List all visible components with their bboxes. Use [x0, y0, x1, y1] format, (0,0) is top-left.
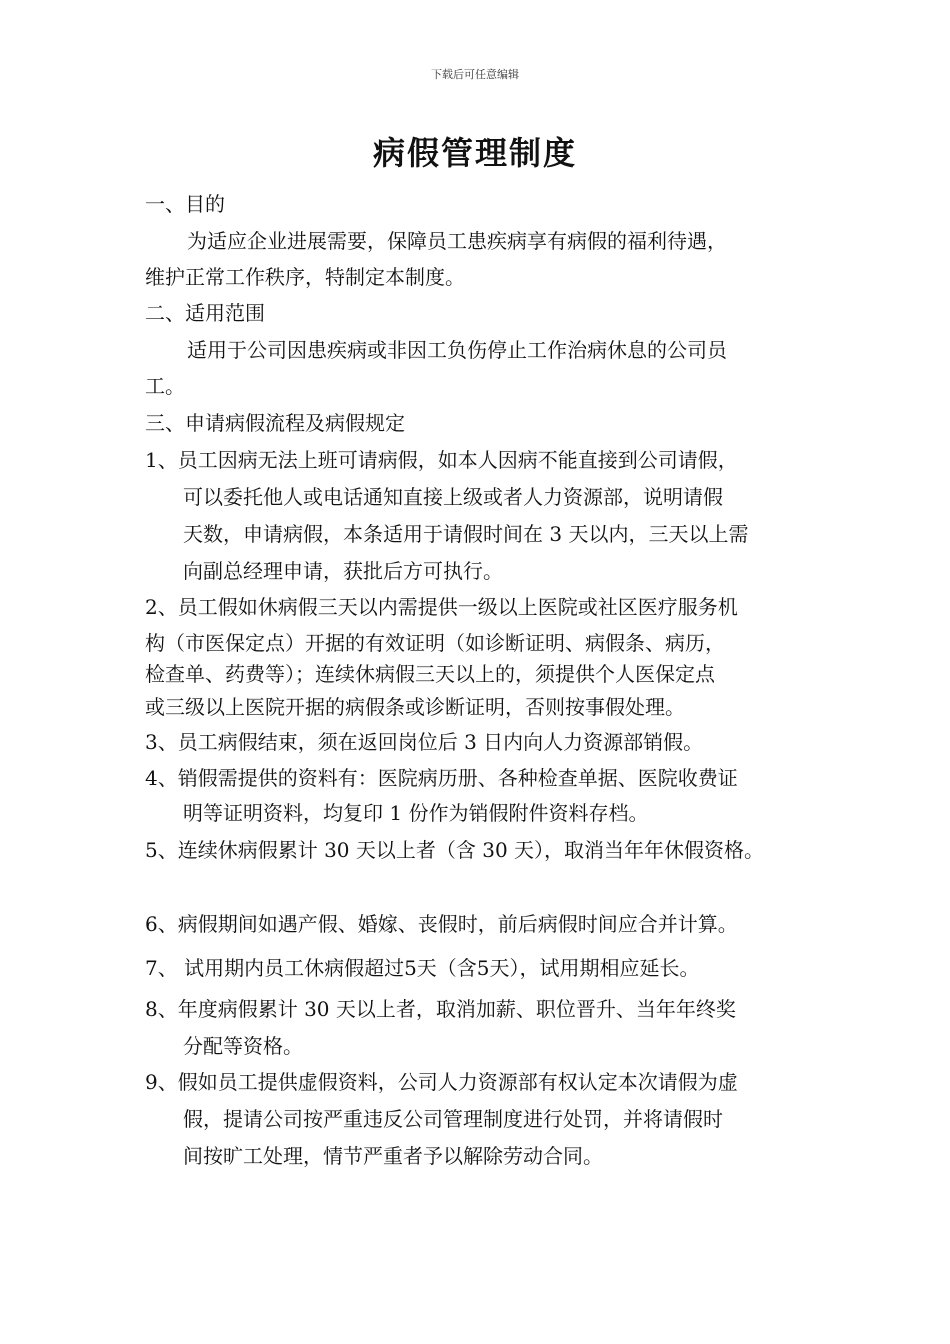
list-item-7: 7、 试用期内员工休病假超过5天（含5天），试用期相应延长。	[145, 956, 700, 980]
list-item-8-line: 分配等资格。	[183, 1034, 303, 1058]
list-item-5: 5、连续休病假累计 30 天以上者（含 30 天），取消当年年休假资格。	[145, 838, 765, 862]
list-item-1-line: 向副总经理申请，获批后方可执行。	[183, 559, 503, 583]
list-item-9-line: 间按旷工处理，情节严重者予以解除劳动合同。	[183, 1144, 603, 1168]
paragraph-line: 为适应企业进展需要，保障员工患疾病享有病假的福利待遇，	[187, 229, 727, 253]
paragraph-line: 适用于公司因患疾病或非因工负伤停止工作治病休息的公司员	[187, 338, 727, 362]
paragraph-line: 工。	[145, 374, 185, 398]
list-item-2-line: 构（市医保定点）开据的有效证明（如诊断证明、病假条、病历，	[145, 631, 725, 655]
list-item-8: 8、年度病假累计 30 天以上者，取消加薪、职位晋升、当年年终奖	[145, 997, 736, 1021]
paragraph-line: 维护正常工作秩序，特制定本制度。	[145, 265, 465, 289]
section-heading-purpose: 一、目的	[145, 192, 225, 216]
list-item-1-line: 可以委托他人或电话通知直接上级或者人力资源部，说明请假	[183, 485, 723, 509]
header-note: 下载后可任意编辑	[431, 68, 519, 81]
list-item-2-line: 或三级以上医院开据的病假条或诊断证明，否则按事假处理。	[145, 695, 685, 719]
list-item-9-line: 假，提请公司按严重违反公司管理制度进行处罚，并将请假时	[183, 1107, 723, 1131]
list-item-6: 6、病假期间如遇产假、婚嫁、丧假时，前后病假时间应合并计算。	[145, 912, 738, 936]
list-item-2-line: 检查单、药费等）；连续休病假三天以上的，须提供个人医保定点	[145, 662, 715, 686]
list-item-3: 3、员工病假结束，须在返回岗位后 3 日内向人力资源部销假。	[145, 730, 704, 754]
list-item-1: 1、员工因病无法上班可请病假，如本人因病不能直接到公司请假，	[145, 448, 738, 472]
list-item-4-line: 明等证明资料，均复印 1 份作为销假附件资料存档。	[183, 801, 649, 825]
list-item-9: 9、假如员工提供虚假资料，公司人力资源部有权认定本次请假为虚	[145, 1070, 738, 1094]
list-item-1-line: 天数，申请病假，本条适用于请假时间在 3 天以内，三天以上需	[183, 522, 749, 546]
list-item-4: 4、销假需提供的资料有：医院病历册、各种检查单据、医院收费证	[145, 766, 738, 790]
section-heading-process: 三、申请病假流程及病假规定	[145, 411, 405, 435]
list-item-2: 2、员工假如休病假三天以内需提供一级以上医院或社区医疗服务机	[145, 595, 738, 619]
document-title: 病假管理制度	[372, 134, 577, 172]
section-heading-scope: 二、适用范围	[145, 301, 265, 325]
